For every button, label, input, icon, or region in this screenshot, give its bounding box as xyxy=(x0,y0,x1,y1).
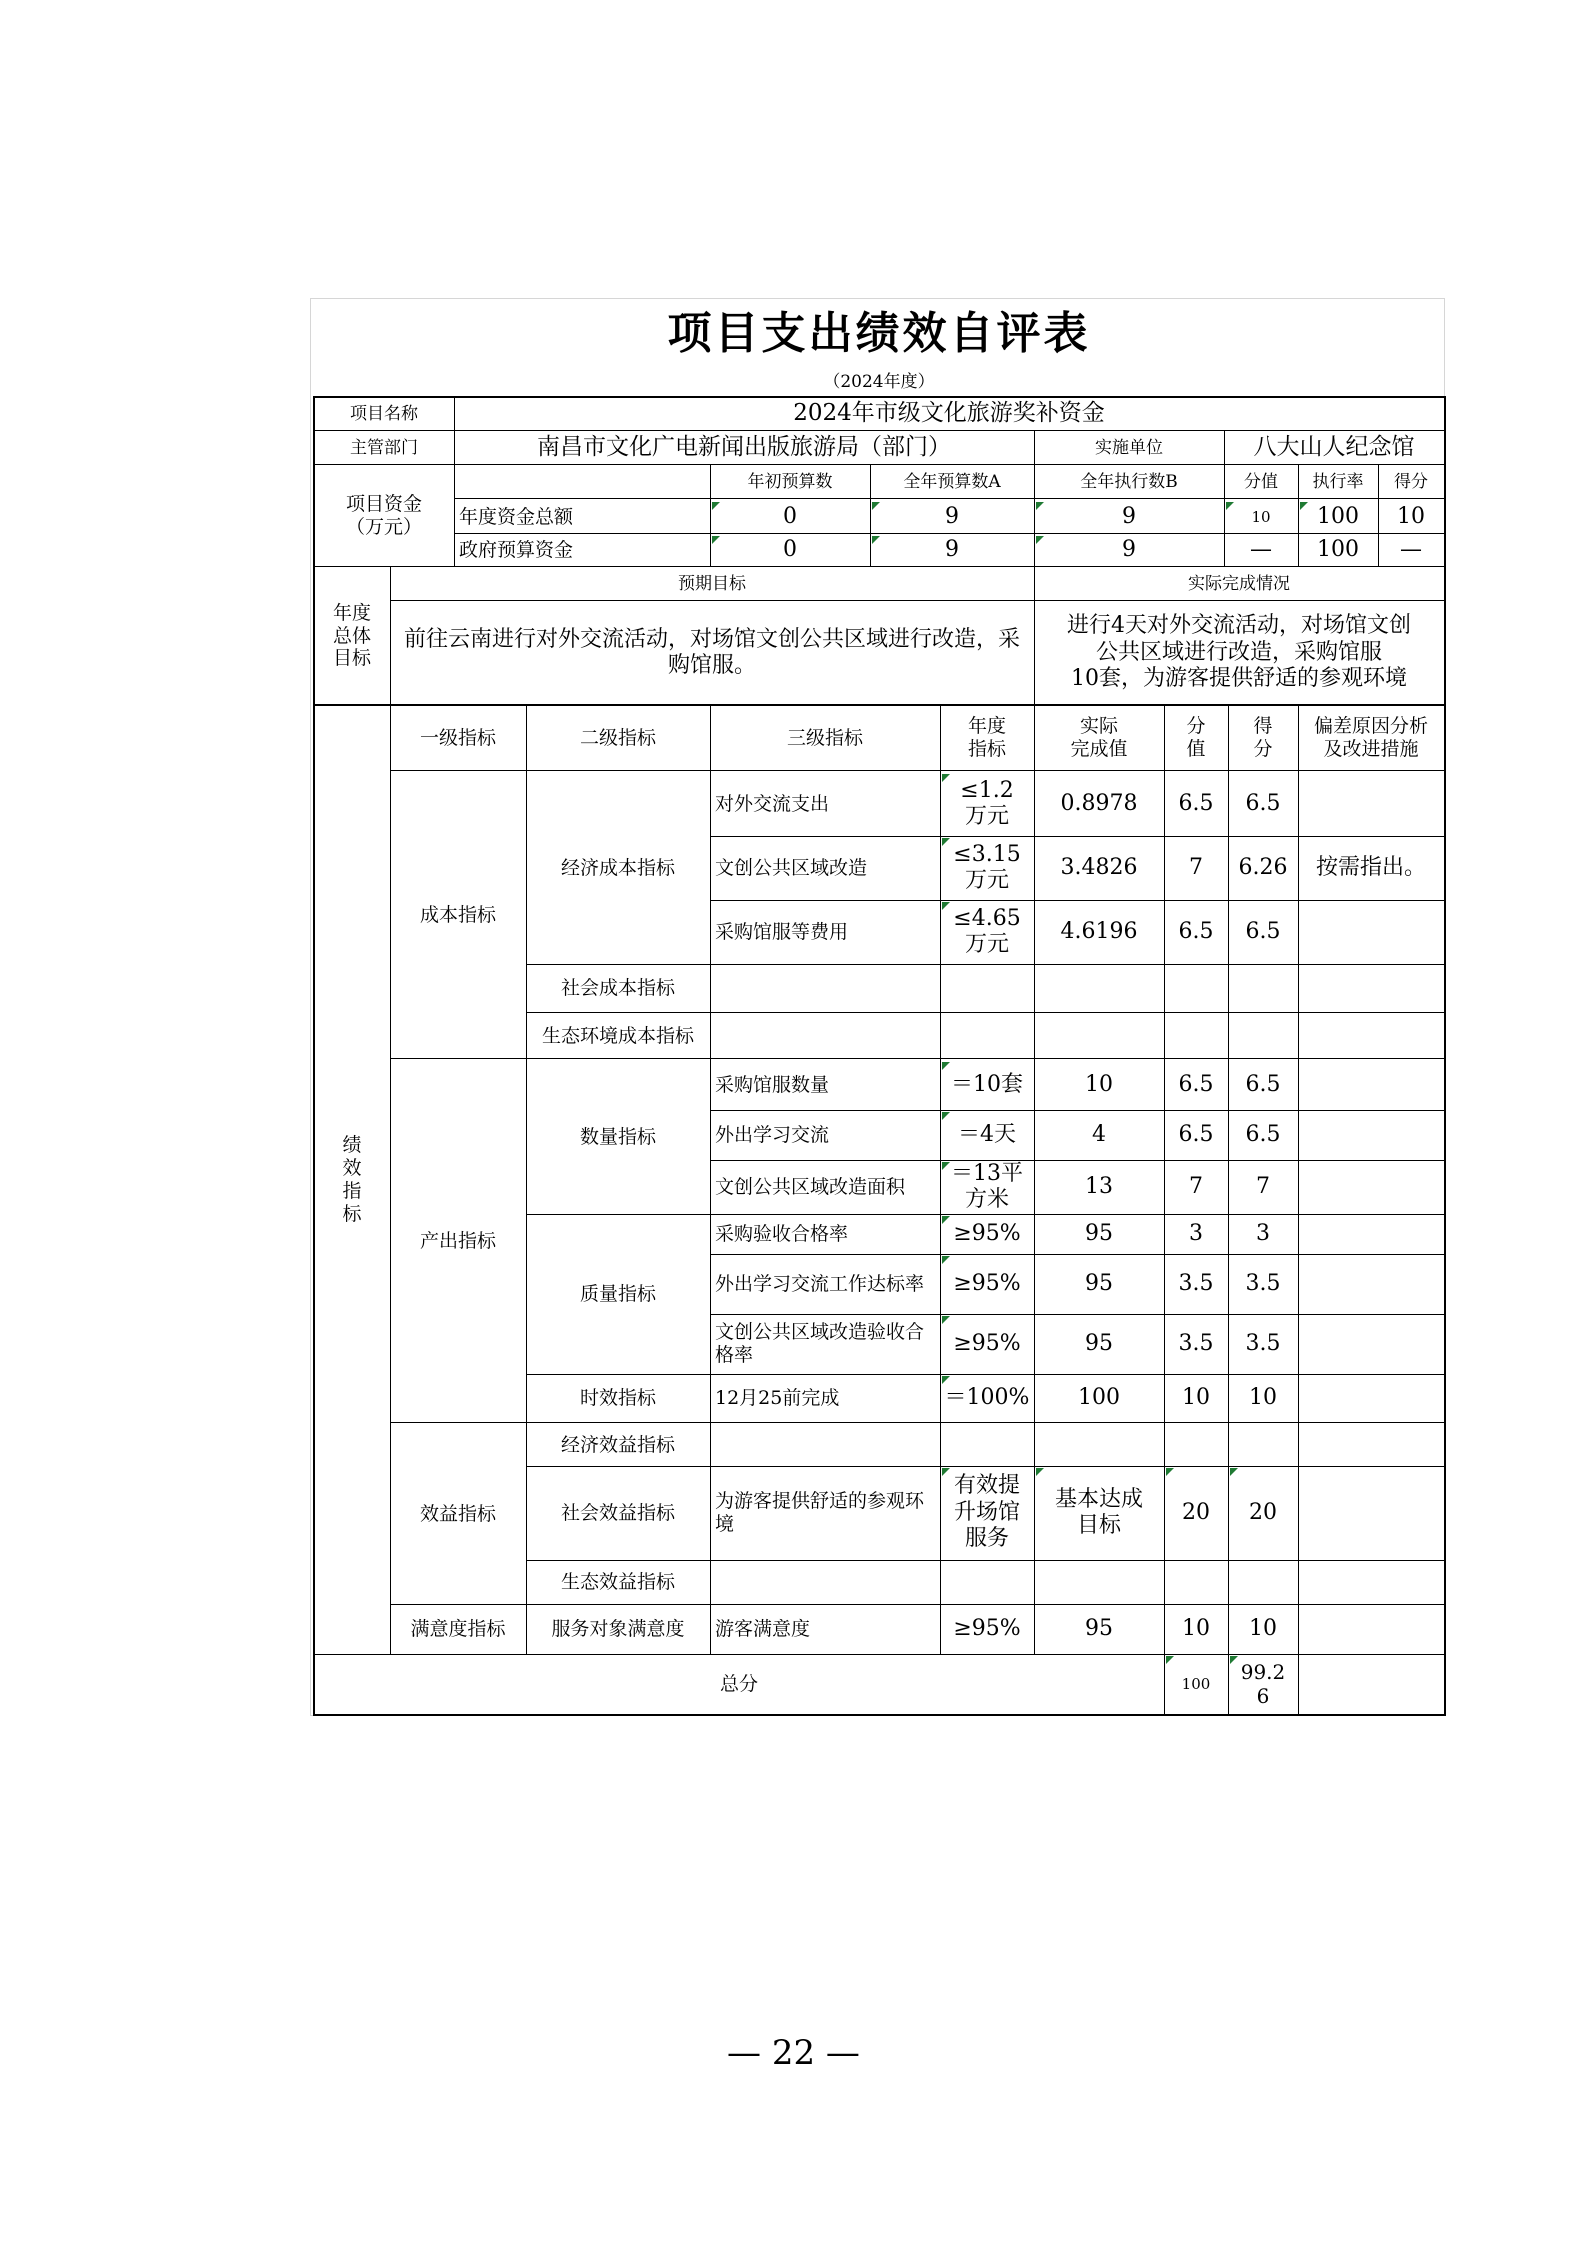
grid-hline xyxy=(390,1058,1445,1059)
grid-vline xyxy=(870,464,871,566)
cell-marker-icon xyxy=(942,1162,950,1170)
grid-vline xyxy=(940,704,941,1654)
grid-hline xyxy=(390,770,1445,771)
cell-marker-icon xyxy=(942,838,950,846)
indicator-got-cell: 3.5 xyxy=(1245,1270,1281,1296)
total-score: 100 xyxy=(1181,1675,1211,1693)
cell-marker-icon xyxy=(1300,502,1308,510)
grid-hline xyxy=(710,1374,1445,1375)
funds-row-gov-got: — xyxy=(1400,536,1422,562)
indicator-got-cell: 10 xyxy=(1249,1615,1277,1641)
grid-hline xyxy=(313,566,1445,567)
indicator-got-cell: 6.5 xyxy=(1245,1071,1281,1097)
indicator-note-cell xyxy=(1298,1060,1444,1110)
grid-hline xyxy=(390,600,1445,601)
cell-marker-icon xyxy=(1166,1468,1174,1476)
grid-hline xyxy=(526,1466,710,1467)
indicator-score-cell: 6.5 xyxy=(1178,790,1214,816)
cell-marker-icon xyxy=(942,1216,950,1224)
header-level2: 二级指标 xyxy=(579,726,656,749)
header-deviation: 偏差原因分析 及改进措施 xyxy=(1313,715,1428,760)
indicator-note-cell xyxy=(1298,1314,1444,1374)
funds-header-initial: 年初预算数 xyxy=(747,471,833,492)
indicator-actual-cell: 13 xyxy=(1085,1173,1113,1199)
indicator-note-cell xyxy=(1298,772,1444,836)
cell-marker-icon xyxy=(712,536,720,544)
indicator-name-cell: 采购验收合格率 xyxy=(715,1222,849,1245)
grid-hline xyxy=(710,1254,1445,1255)
indicator-score-cell: 10 xyxy=(1182,1615,1210,1641)
indicator-actual-cell: 4.6196 xyxy=(1060,918,1138,944)
grid-hline xyxy=(390,1604,1445,1605)
indicator-note-cell xyxy=(1298,1254,1444,1314)
cell-marker-icon xyxy=(942,774,950,782)
header-level1: 一级指标 xyxy=(419,726,496,749)
level2-economic-cost: 经济成本指标 xyxy=(560,856,675,879)
indicator-name-cell: 游客满意度 xyxy=(715,1617,811,1640)
grid-vline xyxy=(454,396,455,566)
indicator-score-cell: 3 xyxy=(1189,1220,1203,1246)
grid-vline xyxy=(1034,704,1035,1654)
grid-vline xyxy=(710,464,711,566)
indicator-got-cell: 3.5 xyxy=(1245,1330,1281,1356)
grid-hline xyxy=(390,1422,1445,1423)
indicator-name-cell: 文创公共区域改造验收合格率 xyxy=(715,1321,925,1366)
indicator-score-cell: 20 xyxy=(1182,1499,1210,1525)
grid-hline xyxy=(313,430,1445,431)
indicator-got-cell: 6.26 xyxy=(1238,854,1288,880)
level1-satisfaction: 满意度指标 xyxy=(410,1617,506,1640)
grid-vline xyxy=(313,396,315,1716)
grid-hline xyxy=(313,704,1445,706)
indicator-score-cell: 3.5 xyxy=(1178,1330,1214,1356)
funds-row-total-got: 10 xyxy=(1397,503,1425,529)
level2-social-benefit: 社会效益指标 xyxy=(560,1501,675,1524)
indicator-target-cell: ≤3.15 万元 xyxy=(953,841,1021,893)
annual-goal-label: 年度 总体 目标 xyxy=(332,601,371,670)
cell-marker-icon xyxy=(872,502,880,510)
grid-vline xyxy=(1164,704,1165,1714)
level2-economic-benefit: 经济效益指标 xyxy=(560,1433,675,1456)
grid-vline xyxy=(1444,396,1446,1716)
indicator-actual-cell: 95 xyxy=(1085,1330,1113,1356)
indicator-name-cell: 采购馆服数量 xyxy=(715,1073,830,1096)
funds-label: 项目资金 （万元） xyxy=(345,493,422,538)
indicator-got-cell: 6.5 xyxy=(1245,1121,1281,1147)
funds-row-total-annual: 9 xyxy=(945,503,959,529)
funds-row-total-score: 10 xyxy=(1251,508,1271,526)
grid-hline xyxy=(710,964,1445,965)
actual-goal-text: 进行4天对外交流活动，对场馆文创 公共区域进行改造，采购馆服 10套，为游客提供舒适的参观环境 xyxy=(1067,613,1411,692)
funds-row-total-label: 年度资金总额 xyxy=(459,505,574,528)
funds-header-got: 得分 xyxy=(1394,471,1428,492)
level2-eco-cost: 生态环境成本指标 xyxy=(541,1024,694,1047)
indicator-score-cell: 6.5 xyxy=(1178,1121,1214,1147)
indicator-actual-cell: 4 xyxy=(1092,1121,1106,1147)
cell-marker-icon xyxy=(1036,502,1044,510)
funds-header-executed: 全年执行数B xyxy=(1080,471,1178,492)
indicator-note-cell xyxy=(1298,900,1444,964)
header-got: 得 分 xyxy=(1253,715,1273,760)
funds-row-total-initial: 0 xyxy=(783,503,797,529)
funds-header-score: 分值 xyxy=(1244,471,1278,492)
indicator-name-cell: 为游客提供舒适的参观环境 xyxy=(715,1490,925,1535)
grid-hline xyxy=(313,396,1445,398)
header-score: 分 值 xyxy=(1186,715,1206,760)
grid-hline xyxy=(526,1560,710,1561)
indicator-target-cell: ≥95% xyxy=(953,1270,1021,1296)
header-actual-value: 实际 完成值 xyxy=(1070,715,1128,760)
cell-marker-icon xyxy=(712,502,720,510)
cell-marker-icon xyxy=(1230,1656,1238,1664)
expected-goal-text: 前往云南进行对外交流活动，对场馆文创公共区域进行改造，采购馆服。 xyxy=(403,626,1020,678)
cell-marker-icon xyxy=(1036,1468,1044,1476)
indicator-target-cell: ≤4.65 万元 xyxy=(953,905,1021,957)
cell-marker-icon xyxy=(942,1256,950,1264)
level2-quantity: 数量指标 xyxy=(579,1125,656,1148)
grid-hline xyxy=(313,1714,1445,1716)
indicator-target-cell: ＝10套 xyxy=(951,1071,1023,1097)
dept-value: 南昌市文化广电新闻出版旅游局（部门） xyxy=(537,434,951,461)
level1-benefit: 效益指标 xyxy=(419,1502,496,1525)
level2-social-cost: 社会成本指标 xyxy=(560,976,675,999)
funds-row-total-executed: 9 xyxy=(1122,503,1136,529)
indicator-score-cell: 10 xyxy=(1182,1384,1210,1410)
cell-marker-icon xyxy=(942,1316,950,1324)
indicator-target-cell: ≤1.2 万元 xyxy=(960,777,1014,829)
grid-hline xyxy=(454,498,1445,499)
indicator-target-cell: ＝100% xyxy=(944,1384,1030,1410)
indicator-score-cell: 7 xyxy=(1189,1173,1203,1199)
indicator-name-cell: 外出学习交流工作达标率 xyxy=(715,1272,925,1295)
funds-row-gov-executed: 9 xyxy=(1122,536,1136,562)
grid-hline xyxy=(313,1654,1445,1655)
grid-vline xyxy=(1228,704,1229,1714)
grid-hline xyxy=(710,1012,1445,1013)
grid-hline xyxy=(710,1214,1445,1215)
grid-vline xyxy=(710,704,711,1654)
cell-marker-icon xyxy=(942,1062,950,1070)
indicator-actual-cell: 95 xyxy=(1085,1615,1113,1641)
level2-quality: 质量指标 xyxy=(579,1282,656,1305)
page-title: 项目支出绩效自评表 xyxy=(667,308,1091,359)
header-level3: 三级指标 xyxy=(786,726,863,749)
total-label: 总分 xyxy=(719,1672,758,1695)
funds-header-annual: 全年预算数A xyxy=(903,471,1001,492)
expected-goal-header: 预期目标 xyxy=(678,573,746,594)
grid-hline xyxy=(710,1314,1445,1315)
cell-marker-icon xyxy=(1166,1656,1174,1664)
funds-row-gov-score: — xyxy=(1250,536,1272,562)
indicator-target-cell: ＝13平 方米 xyxy=(951,1160,1023,1212)
indicator-target-cell: 有效提 升场馆 服务 xyxy=(953,1473,1020,1552)
indicator-name-cell: 12月25前完成 xyxy=(715,1386,840,1409)
grid-vline xyxy=(1224,430,1225,566)
indicator-note-cell: 按需指出。 xyxy=(1315,854,1426,880)
indicator-actual-cell: 95 xyxy=(1085,1220,1113,1246)
grid-hline xyxy=(710,900,1445,901)
indicator-actual-cell: 10 xyxy=(1085,1071,1113,1097)
indicator-got-cell: 6.5 xyxy=(1245,918,1281,944)
grid-hline xyxy=(454,533,1445,534)
level2-service-satisfaction: 服务对象满意度 xyxy=(551,1617,685,1640)
grid-hline xyxy=(526,1214,710,1215)
indicator-got-cell: 6.5 xyxy=(1245,790,1281,816)
indicator-got-cell: 10 xyxy=(1249,1384,1277,1410)
page-number: — 22 — xyxy=(727,2033,860,2073)
grid-vline xyxy=(1378,464,1379,566)
funds-row-gov-annual: 9 xyxy=(945,536,959,562)
indicator-actual-cell: 95 xyxy=(1085,1270,1113,1296)
cell-marker-icon xyxy=(942,1112,950,1120)
funds-row-gov-rate: 100 xyxy=(1317,536,1359,562)
indicator-actual-cell: 100 xyxy=(1078,1384,1120,1410)
project-name-label: 项目名称 xyxy=(350,403,418,424)
actual-goal-header: 实际完成情况 xyxy=(1188,573,1290,594)
indicator-note-cell xyxy=(1298,1160,1444,1214)
grid-hline xyxy=(526,1012,710,1013)
cell-marker-icon xyxy=(942,1376,950,1384)
indicator-note-cell xyxy=(1298,1466,1444,1560)
indicator-score-cell: 7 xyxy=(1189,854,1203,880)
indicator-score-cell: 3.5 xyxy=(1178,1270,1214,1296)
indicator-score-cell: 6.5 xyxy=(1178,918,1214,944)
impl-unit-label: 实施单位 xyxy=(1095,437,1163,458)
indicator-name-cell: 文创公共区域改造面积 xyxy=(715,1175,906,1198)
indicator-actual-cell: 0.8978 xyxy=(1060,790,1138,816)
grid-hline xyxy=(710,1110,1445,1111)
level1-cost: 成本指标 xyxy=(419,903,496,926)
indicator-score-cell: 6.5 xyxy=(1178,1071,1214,1097)
grid-hline xyxy=(710,1466,1445,1467)
grid-vline xyxy=(1034,430,1035,566)
level1-output: 产出指标 xyxy=(419,1229,496,1252)
grid-hline xyxy=(313,464,1445,465)
grid-vline xyxy=(1298,704,1299,1714)
grid-hline xyxy=(710,836,1445,837)
indicator-target-cell: ＝4天 xyxy=(958,1121,1016,1147)
grid-hline xyxy=(710,1160,1445,1161)
indicator-target-cell: ≥95% xyxy=(953,1220,1021,1246)
grid-hline xyxy=(526,964,710,965)
cell-marker-icon xyxy=(1226,502,1234,510)
indicator-name-cell: 文创公共区域改造 xyxy=(715,856,868,879)
indicator-got-cell: 3 xyxy=(1256,1220,1270,1246)
indicator-actual-cell: 基本达成 目标 xyxy=(1054,1486,1143,1538)
year-subtitle: （2024年度） xyxy=(823,371,935,392)
funds-row-total-rate: 100 xyxy=(1317,503,1359,529)
grid-vline xyxy=(526,704,527,1654)
indicator-name-cell: 外出学习交流 xyxy=(715,1123,830,1146)
indicator-note-cell xyxy=(1298,1374,1444,1422)
indicators-side-label: 绩 效 指 标 xyxy=(342,1134,362,1225)
impl-unit-value: 八大山人纪念馆 xyxy=(1253,434,1415,461)
funds-header-rate: 执行率 xyxy=(1312,471,1364,492)
indicator-got-cell: 7 xyxy=(1256,1173,1270,1199)
grid-hline xyxy=(710,1560,1445,1561)
cell-marker-icon xyxy=(1036,536,1044,544)
cell-marker-icon xyxy=(1230,1468,1238,1476)
grid-hline xyxy=(526,1374,710,1375)
indicator-note-cell xyxy=(1298,1214,1444,1254)
funds-row-gov-label: 政府预算资金 xyxy=(459,538,574,561)
level2-eco-benefit: 生态效益指标 xyxy=(560,1570,675,1593)
indicator-got-cell: 20 xyxy=(1249,1499,1277,1525)
indicator-target-cell: ≥95% xyxy=(953,1330,1021,1356)
funds-row-gov-initial: 0 xyxy=(783,536,797,562)
header-annual-target: 年度 指标 xyxy=(967,715,1006,760)
cell-marker-icon xyxy=(942,902,950,910)
indicator-actual-cell: 3.4826 xyxy=(1060,854,1138,880)
total-got: 99.2 6 xyxy=(1240,1660,1286,1708)
indicator-name-cell: 采购馆服等费用 xyxy=(715,920,849,943)
grid-vline xyxy=(1034,566,1035,704)
grid-vline xyxy=(390,566,391,1654)
indicator-name-cell: 对外交流支出 xyxy=(715,792,830,815)
project-name-value: 2024年市级文化旅游奖补资金 xyxy=(793,400,1105,427)
level2-timeliness: 时效指标 xyxy=(579,1386,656,1409)
dept-label: 主管部门 xyxy=(350,437,418,458)
indicator-note-cell xyxy=(1298,1110,1444,1160)
indicator-target-cell: ≥95% xyxy=(953,1615,1021,1641)
cell-marker-icon xyxy=(942,1468,950,1476)
indicator-note-cell xyxy=(1298,1604,1444,1654)
grid-vline xyxy=(1298,464,1299,566)
cell-marker-icon xyxy=(872,536,880,544)
